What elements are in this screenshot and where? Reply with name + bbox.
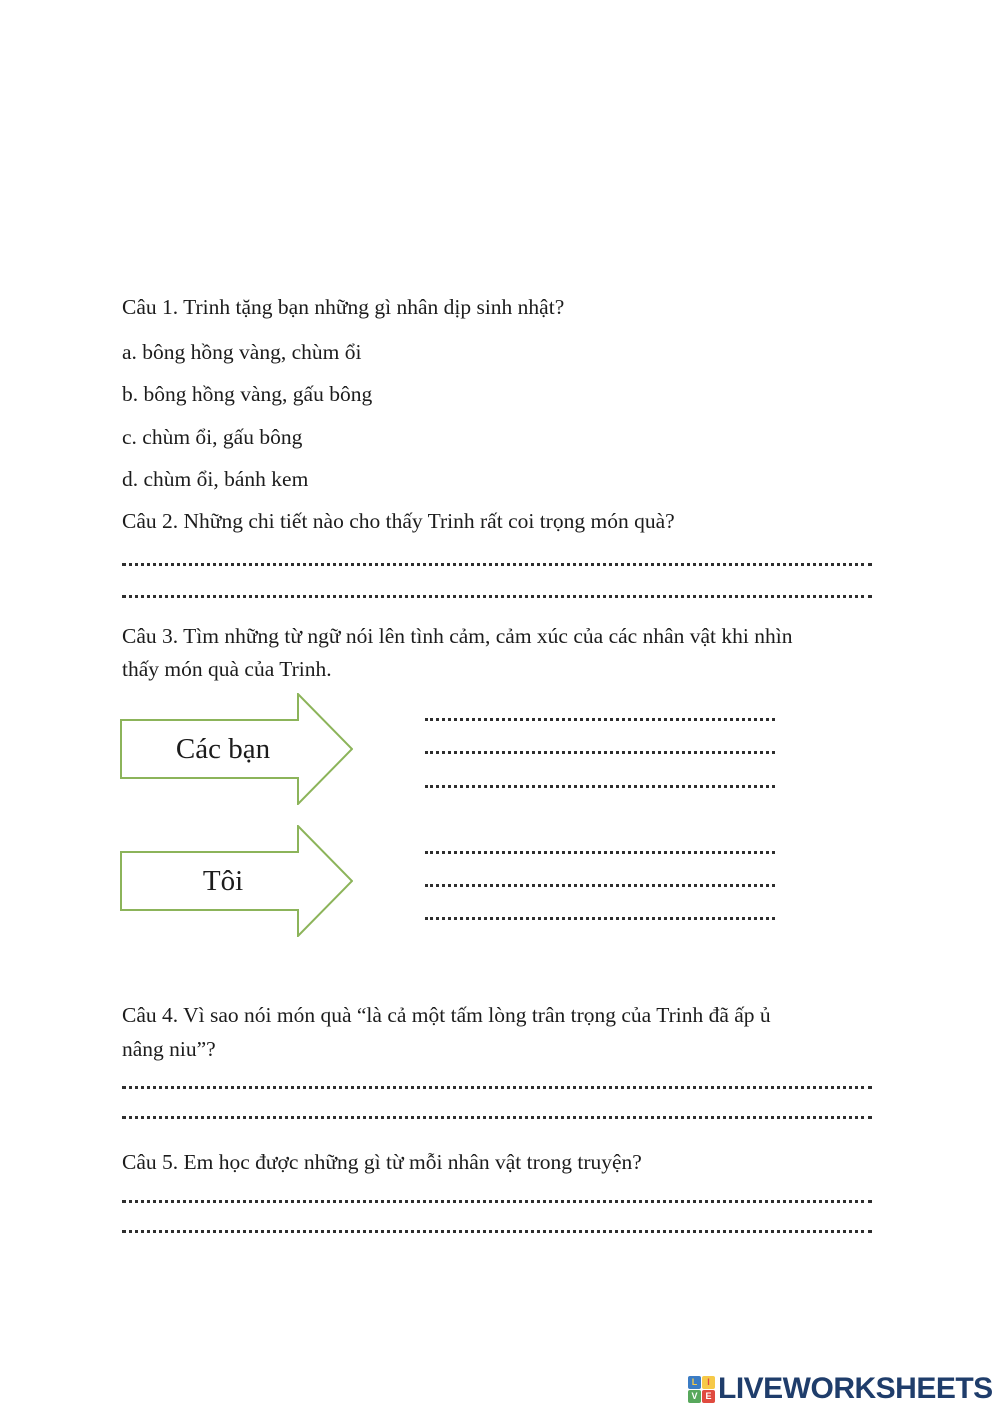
answer-line[interactable]: [122, 1116, 872, 1119]
liveworksheets-logo: [688, 1374, 993, 1404]
arrow-cac-ban: [120, 693, 353, 805]
answer-line[interactable]: [425, 785, 775, 788]
logo-cell-e: E: [702, 1390, 715, 1403]
logo-cell-v: V: [688, 1390, 701, 1403]
liveworksheets-wordmark: LIVEWORKSHEETS: [718, 1372, 993, 1405]
question-1-option-d[interactable]: d. chùm ổi, bánh kem: [122, 467, 309, 491]
question-1-title: Câu 1. Trinh tặng bạn những gì nhân dịp sinh nhật?: [122, 295, 565, 319]
answer-line[interactable]: [425, 851, 775, 854]
answer-line[interactable]: [122, 1200, 872, 1203]
question-1-option-c[interactable]: c. chùm ổi, gấu bông: [122, 425, 303, 449]
logo-cell-i: I: [702, 1376, 715, 1389]
question-1-option-a[interactable]: a. bông hồng vàng, chùm ổi: [122, 340, 362, 364]
answer-line[interactable]: [122, 1230, 872, 1233]
answer-line[interactable]: [122, 563, 872, 566]
liveworksheets-grid-icon: [688, 1376, 715, 1403]
question-4-title-line2: nâng niu”?: [122, 1037, 216, 1061]
question-3-title-line1: Câu 3. Tìm những từ ngữ nói lên tình cảm, cảm xúc của các nhân vật khi nhìn: [122, 624, 793, 648]
question-4-title-line1: Câu 4. Vì sao nói món quà “là cả một tấm lòng trân trọng của Trinh đã ấp ủ: [122, 1003, 771, 1027]
answer-line[interactable]: [122, 1086, 872, 1089]
question-5-title: Câu 5. Em học được những gì từ mỗi nhân vật trong truyện?: [122, 1150, 642, 1174]
question-3-title-line2: thấy món quà của Trinh.: [122, 657, 332, 681]
arrow-label-toi: Tôi: [202, 864, 244, 897]
answer-line[interactable]: [425, 884, 775, 887]
answer-line[interactable]: [425, 718, 775, 721]
arrow-toi: [120, 825, 353, 937]
arrow-label-cac-ban: Các bạn: [175, 732, 271, 765]
question-4-title: [122, 998, 771, 1066]
answer-line[interactable]: [122, 595, 872, 598]
question-2-title: Câu 2. Những chi tiết nào cho thấy Trinh rất coi trọng món quà?: [122, 509, 675, 533]
question-3-title: [122, 620, 792, 686]
logo-cell-l: L: [688, 1376, 701, 1389]
question-1-option-b[interactable]: b. bông hồng vàng, gấu bông: [122, 382, 373, 406]
answer-line[interactable]: [425, 751, 775, 754]
answer-line[interactable]: [425, 917, 775, 920]
